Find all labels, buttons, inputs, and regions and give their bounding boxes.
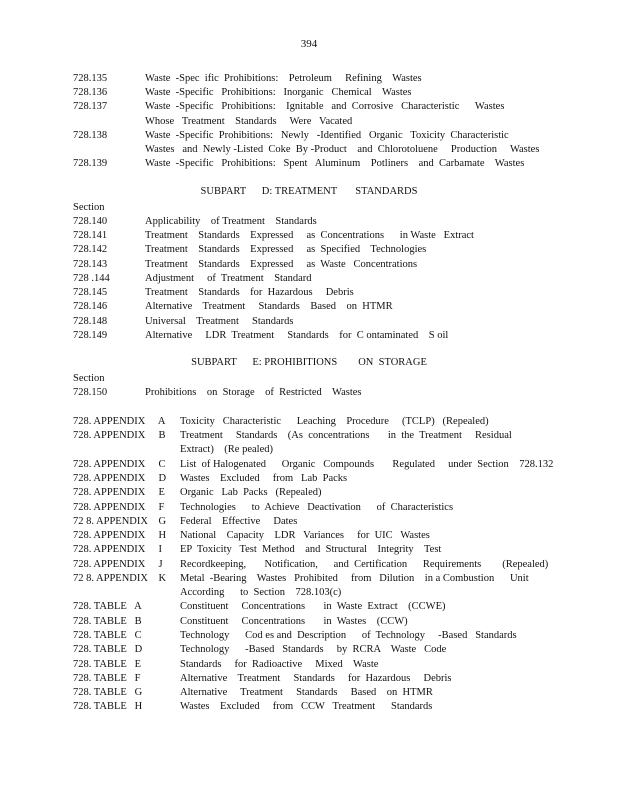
- section-number: 728.140: [73, 216, 108, 227]
- section-title: Prohibitions on Storage of Restricted Wastes: [145, 387, 362, 398]
- appendix-number: 728. APPENDIX B: [73, 430, 166, 441]
- section-title: Universal Treatment Standards: [145, 316, 294, 327]
- appendix-title: Organic Lab Packs (Repealed): [180, 487, 322, 498]
- appendix-title: Technologies to Achieve Deactivation of Characteristics: [180, 502, 454, 513]
- table-number: 728. TABLE B: [73, 616, 142, 627]
- section-title: Alternative Treatment Standards Based on HTMR: [145, 301, 393, 312]
- appendix-number: 728. APPENDIX D: [73, 473, 167, 484]
- section-number: 728.135: [73, 73, 108, 84]
- appendix-number: 72 8. APPENDIX K: [73, 573, 167, 584]
- subpart-d-heading: SUBPART D: TREATMENT STANDARDS: [200, 186, 418, 197]
- section-title-cont: Wastes and Newly -Listed Coke By -Product and Chlorotoluene Production Wastes: [145, 144, 540, 155]
- section-number: 728.141: [73, 230, 108, 241]
- section-number: 728.150: [73, 387, 108, 398]
- appendix-title: Metal -Bearing Wastes Prohibited from Dilution in a Combustion Unit: [180, 573, 529, 584]
- section-title: Waste -Specific Prohibitions: Ignitable and Corrosive Characteristic Wastes: [145, 101, 505, 112]
- table-number: 728. TABLE H: [73, 701, 143, 712]
- section-title: Waste -Spec ific Prohibitions: Petroleum Refining Wastes: [145, 73, 422, 84]
- section-title: Waste -Specific Prohibitions: Inorganic Chemical Wastes: [145, 87, 412, 98]
- section-number: 728.137: [73, 101, 108, 112]
- table-number: 728. TABLE D: [73, 644, 143, 655]
- section-number: 728.136: [73, 87, 108, 98]
- section-number: 728.142: [73, 244, 108, 255]
- table-title: Constituent Concentrations in Wastes (CCW): [180, 616, 408, 627]
- appendix-number: 728. APPENDIX E: [73, 487, 165, 498]
- section-number: 728.145: [73, 287, 108, 298]
- table-title: Alternative Treatment Standards Based on HTMR: [180, 687, 433, 698]
- appendix-number: 728. APPENDIX F: [73, 502, 165, 513]
- table-number: 728. TABLE G: [73, 687, 143, 698]
- section-number: 728.148: [73, 316, 108, 327]
- section-number: 728.139: [73, 158, 108, 169]
- table-title: Technology -Based Standards by RCRA Waste Code: [180, 644, 447, 655]
- section-number: 728 .144: [73, 273, 110, 284]
- section-title: Adjustment of Treatment Standard: [145, 273, 312, 284]
- table-title: Wastes Excluded from CCW Treatment Standards: [180, 701, 433, 712]
- table-number: 728. TABLE C: [73, 630, 142, 641]
- appendix-number: 728. APPENDIX I: [73, 544, 162, 555]
- table-title: Technology Cod es and Description of Technology -Based Standards: [180, 630, 517, 641]
- appendix-title: Recordkeeping, Notification, and Certification Requirements (Repealed): [180, 559, 549, 570]
- appendix-title: Federal Effective Dates: [180, 516, 298, 527]
- appendix-title: EP Toxicity Test Method and Structural Integrity Test: [180, 544, 442, 555]
- appendix-title: Wastes Excluded from Lab Packs: [180, 473, 348, 484]
- appendix-number: 728. APPENDIX H: [73, 530, 167, 541]
- appendix-number: 728. APPENDIX A: [73, 416, 166, 427]
- section-number: 728.138: [73, 130, 108, 141]
- section-title: Alternative LDR Treatment Standards for C ontaminated S oil: [145, 330, 449, 341]
- section-title: Treatment Standards Expressed as Specified Technologies: [145, 244, 427, 255]
- appendix-title: List of Halogenated Organic Compounds Regulated under Section 728.132: [180, 459, 554, 470]
- appendix-number: 72 8. APPENDIX G: [73, 516, 167, 527]
- section-title: Waste -Specific Prohibitions: Spent Aluminum Potliners and Carbamate Wastes: [145, 158, 525, 169]
- section-title-cont: Whose Treatment Standards Were Vacated: [145, 116, 353, 127]
- section-title: Applicability of Treatment Standards: [145, 216, 317, 227]
- section-label: Section: [73, 202, 105, 213]
- table-title: Standards for Radioactive Mixed Waste: [180, 659, 379, 670]
- appendix-title: Toxicity Characteristic Leaching Procedure (TCLP) (Repealed): [180, 416, 489, 427]
- section-label: Section: [73, 373, 105, 384]
- table-number: 728. TABLE A: [73, 601, 142, 612]
- section-title: Treatment Standards Expressed as Concentrations in Waste Extract: [145, 230, 474, 241]
- section-number: 728.143: [73, 259, 108, 270]
- page-number: 394: [300, 38, 318, 50]
- appendix-number: 728. APPENDIX J: [73, 559, 163, 570]
- section-title: Waste -Specific Prohibitions: Newly -Identified Organic Toxicity Characteristic: [145, 130, 509, 141]
- section-number: 728.149: [73, 330, 108, 341]
- table-number: 728. TABLE E: [73, 659, 142, 670]
- appendix-title: Treatment Standards (As concentrations in the Treatment Residual: [180, 430, 512, 441]
- section-title: Treatment Standards Expressed as Waste Concentrations: [145, 259, 418, 270]
- appendix-title: National Capacity LDR Variances for UIC Wastes: [180, 530, 430, 541]
- subpart-e-heading: SUBPART E: PROHIBITIONS ON STORAGE: [191, 357, 427, 368]
- table-title: Constituent Concentrations in Waste Extract (CCWE): [180, 601, 446, 612]
- appendix-title-cont: Extract) (Re pealed): [180, 444, 273, 455]
- appendix-number: 728. APPENDIX C: [73, 459, 166, 470]
- section-title: Treatment Standards for Hazardous Debris: [145, 287, 354, 298]
- appendix-title-cont: According to Section 728.103(c): [180, 587, 342, 598]
- table-title: Alternative Treatment Standards for Hazardous Debris: [180, 673, 452, 684]
- section-number: 728.146: [73, 301, 108, 312]
- table-number: 728. TABLE F: [73, 673, 141, 684]
